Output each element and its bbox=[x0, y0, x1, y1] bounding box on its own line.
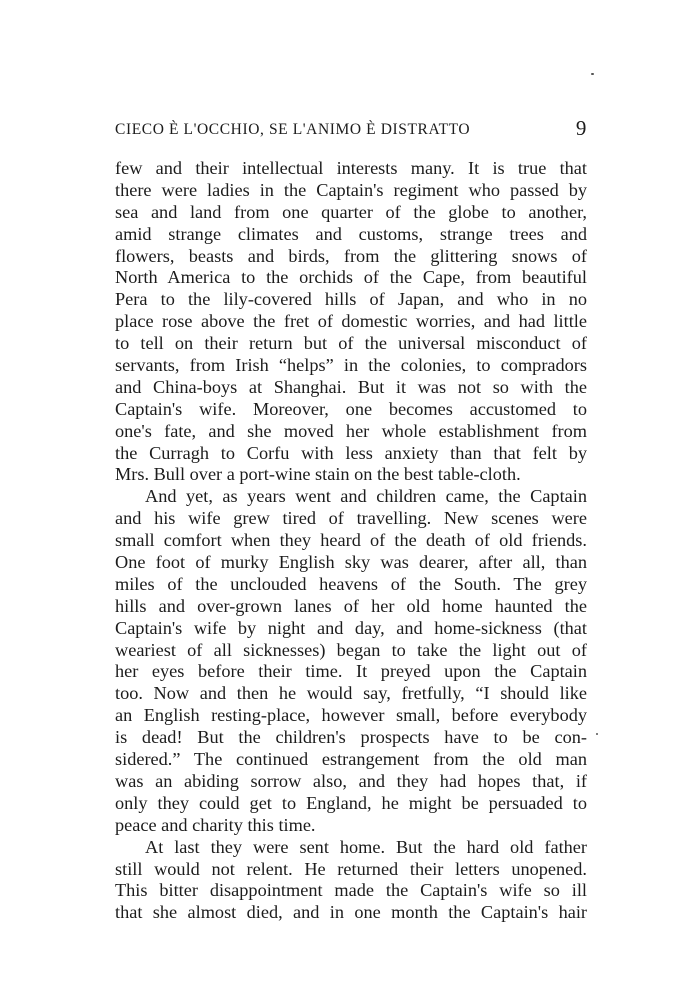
text-line: sidered.” The continued estrangement from the old man bbox=[115, 749, 587, 770]
text-line: still would not relent. He returned their letters unopened. bbox=[115, 858, 587, 879]
text-line: Captain's wife. Moreover, one becomes accustomed to bbox=[115, 398, 587, 419]
text-line: only they could get to England, he might be persuaded to bbox=[115, 792, 587, 813]
text-line: miles of the unclouded heavens of the South. The grey bbox=[115, 573, 587, 594]
text-line: Captain's wife by night and day, and home-sickness (that bbox=[115, 617, 587, 638]
page-number: 9 bbox=[575, 116, 587, 140]
text-line: place rose above the fret of domestic worries, and had little bbox=[115, 311, 587, 332]
text-line: her eyes before their time. It preyed upon the Captain bbox=[115, 661, 587, 682]
text-line: North America to the orchids of the Cape, from beautiful bbox=[115, 267, 587, 288]
text-line: sea and land from one quarter of the globe to another, bbox=[115, 201, 587, 222]
body-text bbox=[115, 158, 587, 924]
text-line: to tell on their return but of the universal misconduct of bbox=[115, 333, 587, 354]
running-head bbox=[115, 116, 587, 141]
text-line: was an abiding sorrow also, and they had hopes that, if bbox=[115, 770, 587, 791]
print-speck bbox=[596, 733, 598, 735]
print-speck bbox=[591, 73, 594, 75]
text-line: too. Now and then he would say, fretfully, “I should like bbox=[115, 683, 587, 704]
text-line: and China-boys at Shanghai. But it was not so with the bbox=[115, 376, 587, 397]
text-line: One foot of murky English sky was dearer, after all, than bbox=[115, 552, 587, 573]
text-line: peace and charity this time. bbox=[115, 814, 316, 835]
text-line: an English resting-place, however small, before everybody bbox=[115, 705, 587, 726]
running-title: CIECO È L'OCCHIO, SE L'ANIMO È DISTRATTO bbox=[115, 121, 471, 138]
text-line: hills and over-grown lanes of her old home haunted the bbox=[115, 595, 587, 616]
text-line: Mrs. Bull over a port-wine stain on the best table-cloth. bbox=[115, 464, 521, 485]
text-line: And yet, as years went and children came, the Captain bbox=[145, 486, 587, 507]
text-line: one's fate, and she moved her whole establishment from bbox=[115, 420, 587, 441]
text-line: servants, from Irish “helps” in the colonies, to compradors bbox=[115, 355, 587, 376]
text-line: there were ladies in the Captain's regiment who passed by bbox=[115, 179, 587, 200]
text-line: flowers, beasts and birds, from the glittering snows of bbox=[115, 245, 587, 266]
text-line: At last they were sent home. But the hard old father bbox=[145, 836, 587, 857]
text-line: Pera to the lily-covered hills of Japan, and who in no bbox=[115, 289, 587, 310]
text-line: small comfort when they heard of the death of old friends. bbox=[115, 530, 587, 551]
text-line: This bitter disappointment made the Captain's wife so ill bbox=[115, 880, 587, 901]
text-line: and his wife grew tired of travelling. New scenes were bbox=[115, 508, 587, 529]
text-line: few and their intellectual interests many. It is true that bbox=[115, 158, 587, 178]
text-line: weariest of all sicknesses) began to take the light out of bbox=[115, 639, 587, 660]
text-line: the Curragh to Corfu with less anxiety than that felt by bbox=[115, 442, 587, 463]
text-line: amid strange climates and customs, strange trees and bbox=[115, 223, 587, 244]
text-line: is dead! But the children's prospects have to be con- bbox=[115, 727, 587, 748]
text-line: that she almost died, and in one month the Captain's hair bbox=[115, 902, 587, 923]
